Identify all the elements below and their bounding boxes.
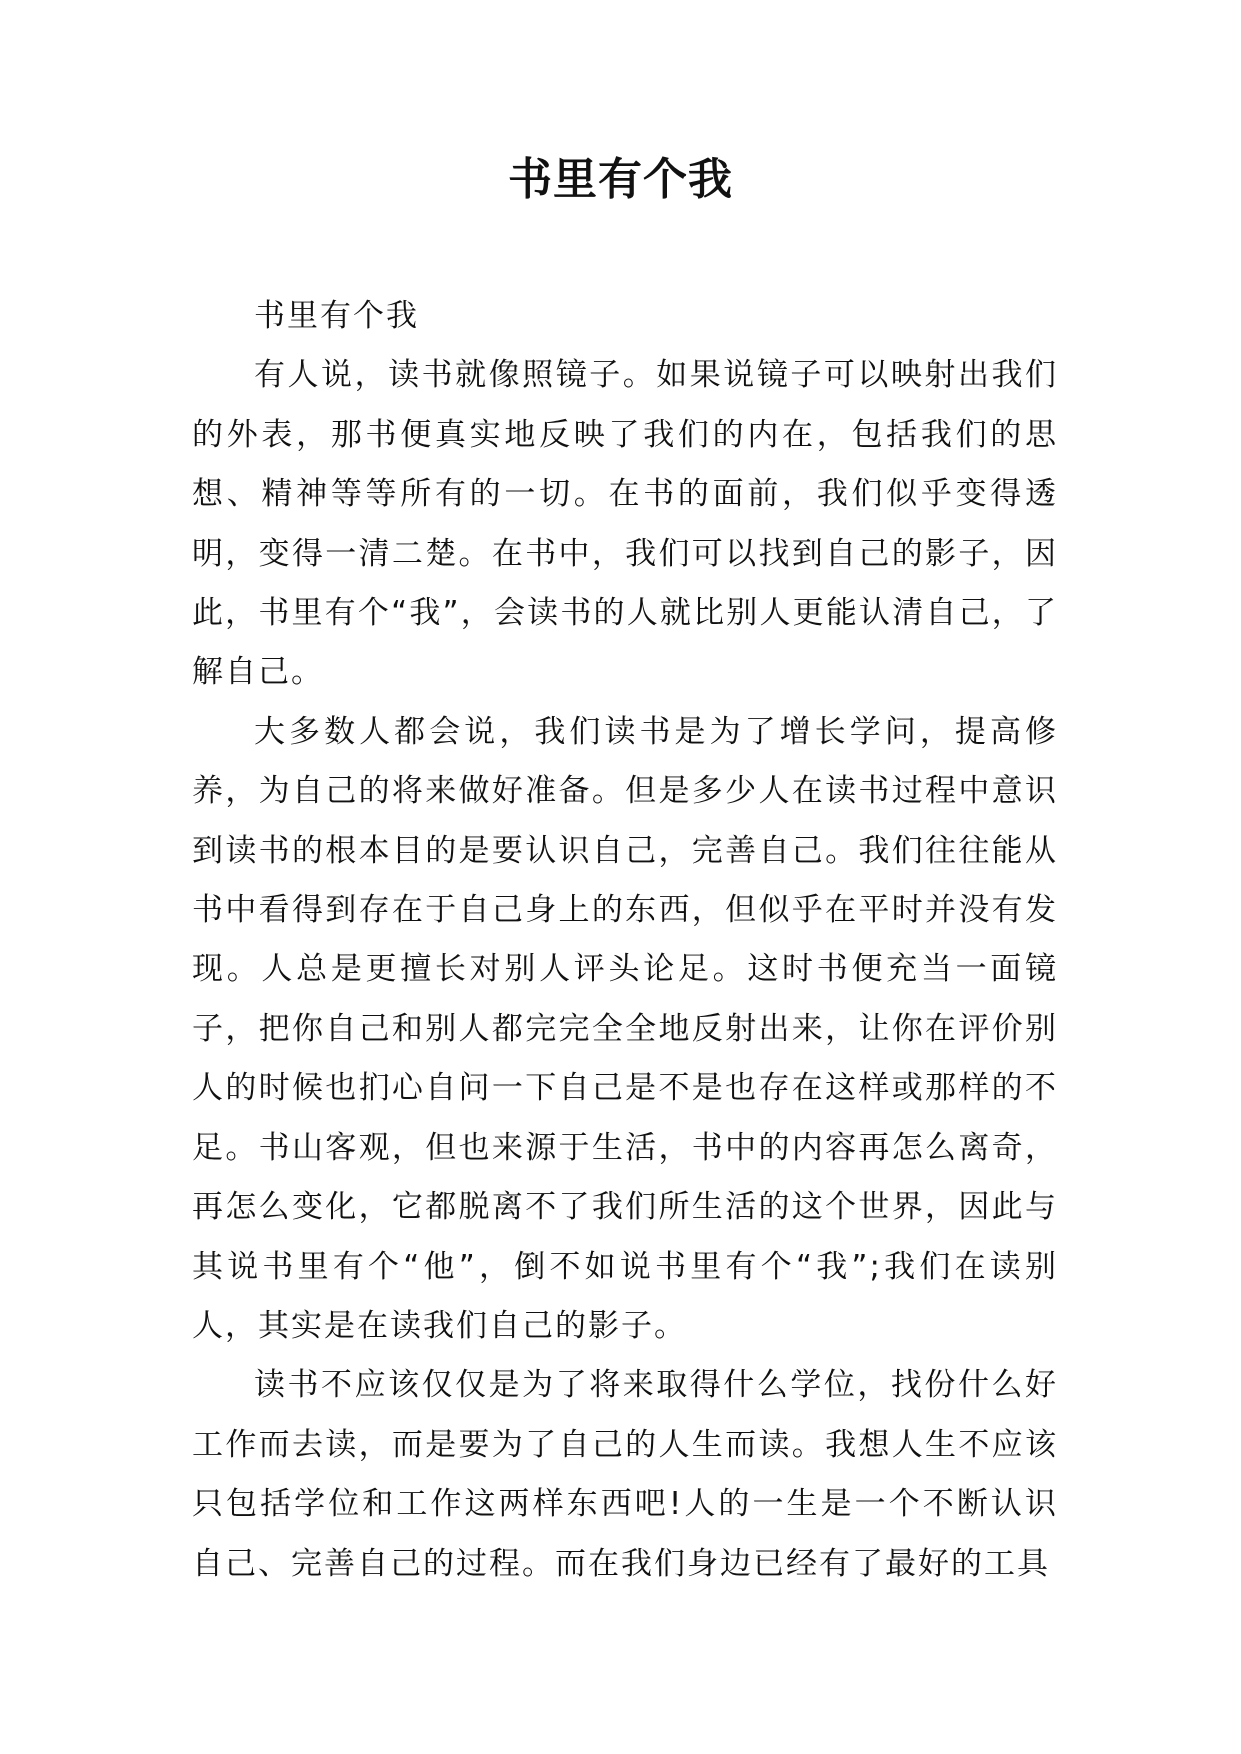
paragraph: 书里有个我 bbox=[254, 298, 419, 334]
document-body bbox=[192, 287, 1058, 1594]
paragraph: 读书不应该仅仅是为了将来取得什么学位，找份什么好工作而去读，而是要为了自己的人生而读。我想人生不应该只包括学位和工作这两样东西吧!人的一生是一个不断认识自己、完善自己的过程。而在我们身边已经有了最好的工具 bbox=[192, 1367, 1058, 1582]
paragraph: 有人说，读书就像照镜子。如果说镜子可以映射出我们的外表，那书便真实地反映了我们的内在，包括我们的思想、精神等等所有的一切。在书的面前，我们似乎变得透明，变得一清二楚。在书中，我们可以找到自己的影子，因此，书里有个“我”，会读书的人就比别人更能认清自己，了解自己。 bbox=[192, 357, 1058, 691]
paragraph: 大多数人都会说，我们读书是为了增长学问，提高修养，为自己的将来做好准备。但是多少人在读书过程中意识到读书的根本目的是要认识自己，完善自己。我们往往能从书中看得到存在于自己身上的东西，但似乎在平时并没有发现。人总是更擅长对别人评头论足。这时书便充当一面镜子，把你自己和别人都完完全全地反射出来，让你在评价别人的时候也扪心自问一下自己是不是也存在这样或那样的不足。书山客观，但也来源于生活，书中的内容再怎么离奇，再怎么变化，它都脱离不了我们所生活的这个世界，因此与其说书里有个“他”，倒不如说书里有个“我”;我们在读别人，其实是在读我们自己的影子。 bbox=[192, 713, 1058, 1344]
document-title: 书里有个我 bbox=[508, 154, 733, 205]
